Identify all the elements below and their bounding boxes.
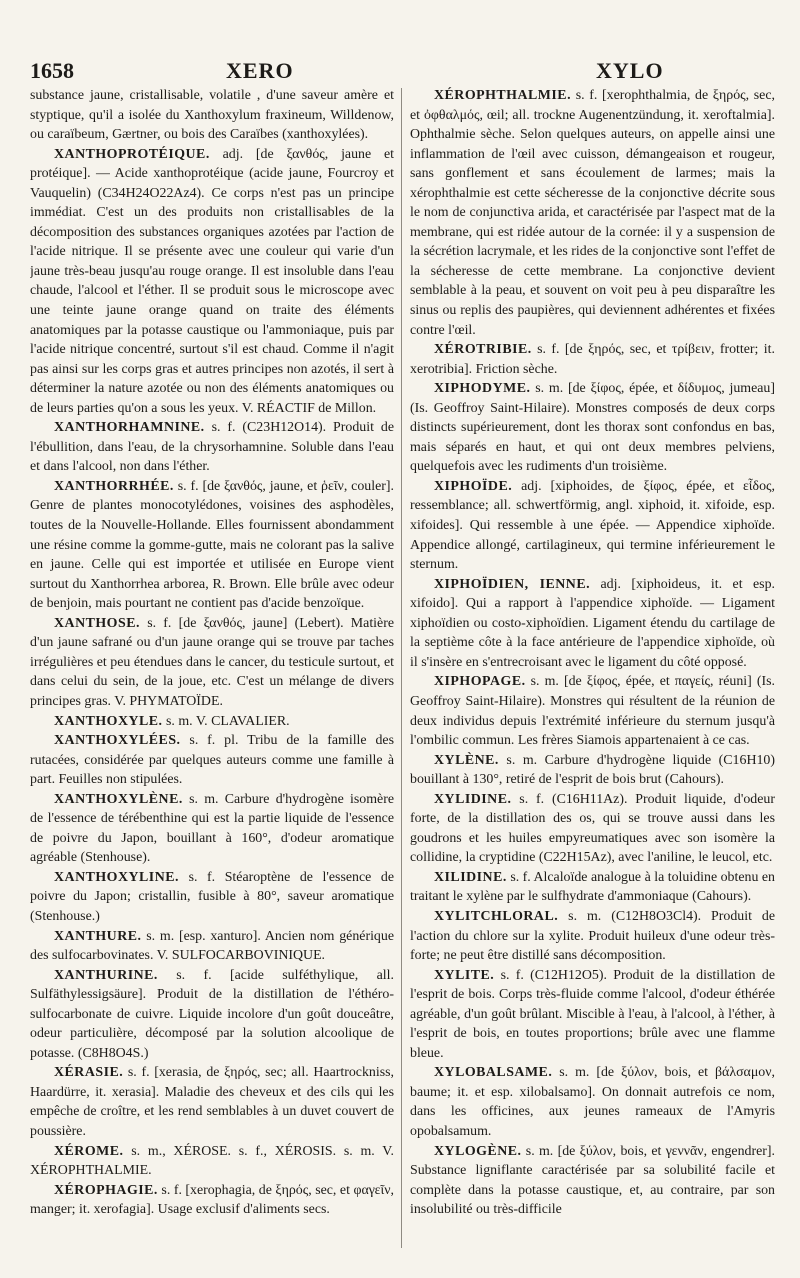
entry-text: s. f. [xerasia, de ξηρός, sec; all. Haartrockniss, Haardürre, it. xerasia]. Maladie des cheveux et des cils qui les empêche de croître, et les rend semblables à un duvet couvert de poussière. — [30, 1065, 394, 1139]
left-guide-word: XERO — [226, 58, 294, 83]
entry — [30, 731, 394, 790]
entry-headword: XIPHOÏDIEN, IENNE. — [434, 576, 591, 592]
entry-headword: XYLOBALSAME. — [434, 1065, 553, 1081]
entry — [30, 1063, 394, 1141]
entry — [410, 86, 775, 340]
entry — [30, 927, 394, 966]
entry-headword: XANTHURE. — [54, 928, 142, 944]
entry-headword: XYLOGÈNE. — [434, 1143, 522, 1159]
entry-headword: XANTHOXYLE. — [54, 713, 163, 729]
entry-text: adj. [xiphoideus, it. et esp. xifoido]. Qui a rapport à l'appendice xiphoïde. — Ligament xiphoïdien ou costo-xiphoïdien. Ligament étendu du cartilage de la septième côte à la face antérieure de l'appendice xiphoïde, où il s'insère en s'entrecroisant avec le ligament du côté opposé. — [410, 576, 775, 670]
entry-text: s. m. [de ξύλον, bois, et βάλσαμον, baume; it. et esp. xilobalsamo]. On donnait autrefois ce nom, dans les officines, aux jeunes rameaux de l'Amyris opobalsamum. — [410, 1065, 775, 1139]
entry — [410, 1063, 775, 1141]
entry — [30, 477, 394, 614]
entry-text: s. m. [de ξύλον, bois, et γεννᾶν, engendrer]. Substance ligniflante caractérisée par sa solubilité facile et complète dans la potasse caustique, et, au contraire, par son insolubilité ou très-difficile — [410, 1143, 775, 1218]
entry-headword: XANTHOXYLINE. — [54, 869, 179, 885]
entry-text: s. f. (C16H11Az). Produit liquide, d'odeur forte, de la distillation des os, qui se trouve aussi dans les goudrons et les huiles empyreumatiques avec son isomère la collidine, la cryptidine (C22H15Az), avec l'aniline, le leucol, etc. — [410, 791, 775, 866]
entry-text: s. f. [de ξανθός, jaune, et ῥεῖν, couler]. Genre de plantes monocotylédones, voisines des asphodèles, toutes de la Nouvelle-Hollande. Elles fournissent abondamment une résine comme la gomme-gutte, mais ne colorant pas la salive en jaune. Celle qui est importée et utilisée en Europe vient surtout du Xanthorrhea arborea, R. Brown. Elle brûle avec odeur de benjoin, mais pourtant ne contient pas d'acide benzoïque. — [30, 478, 394, 612]
entry-text: s. f. (C23H12O14). Produit de l'ébullition, dans l'eau, de la chrysorhamnine. Soluble dans l'eau et dans l'alcool, non dans l'éther. — [30, 420, 394, 475]
entry-headword: XÉROPHAGIE. — [54, 1182, 158, 1198]
entry — [30, 790, 394, 868]
entry-text: s. f. Alcaloïde analogue à la toluidine obtenu en traitant le xylène par le sulfhydrate d'ammoniaque (Cahours). — [410, 869, 775, 905]
entry-headword: XANTHOXYLÈNE. — [54, 791, 183, 807]
entry — [30, 86, 394, 145]
entry-headword: XYLIDINE. — [434, 791, 512, 807]
right-column — [410, 86, 775, 1264]
entry-text: s. m. [esp. xanturo]. Ancien nom générique des sulfocarbovinates. V. SULFOCARBOVINIQUE. — [30, 928, 394, 964]
column-divider — [401, 88, 402, 1248]
entry — [30, 614, 394, 712]
entry-text: s. m. (C12H8O3Cl4). Produit de l'action du chlore sur la xylite. Produit huileux d'une odeur très-forte; ne peut être distillé sans décomposition. — [410, 908, 775, 964]
entry — [30, 868, 394, 927]
entry-text: s. m. Carbure d'hydrogène isomère de l'essence de térébenthine qui est la partie liquide de l'essence de poivre du Japon, bouillant à 160°, d'odeur aromatique agréable (Stenhouse). — [30, 791, 394, 866]
entry-headword: XÉROPHTHALMIE. — [434, 88, 572, 103]
entry-text: s. f. [de ξηρός, sec, et τρίβειν, frotter; it. xerotribia]. Friction sèche. — [410, 342, 775, 377]
entry — [30, 712, 394, 732]
entry-text: s. f. [acide sulféthylique, all. Sulfäthylessigsäure]. Produit de la distillation de l'éthéro-sulfocarbonate de cuivre. Liquide incolore d'un goût douceâtre, odeur particulière, décomposé par la solution alcoolique de potasse. (C8H8O4S.) — [30, 967, 394, 1061]
entry — [30, 966, 394, 1064]
entry-text: s. f. pl. Tribu de la famille des rutacées, considérée par quelques auteurs comme une famille à part. Feuilles non stipulées. — [30, 733, 394, 788]
entry-headword: XIPHODYME. — [434, 381, 531, 397]
entry-text: s. m., XÉROSE. s. f., XÉROSIS. s. m. V. XÉROPHTHALMIE. — [30, 1143, 394, 1179]
entry-headword: XYLÈNE. — [434, 752, 499, 768]
entry-text: s. f. [xerophagia, de ξηρός, sec, et φαγεῖν, manger; it. xerofagia]. Usage exclusif d'aliments secs. — [30, 1182, 394, 1218]
entry-text: s. f. [xerophthalmia, de ξηρός, sec, et ὀφθαλμός, œil; all. trockne Augenentzündung, it. xeroftalmia]. Ophthalmie sèche. Selon quelques auteurs, on appelle ainsi une inflammation de l'œil avec cuisson, démangeaison et rougeur, sans gonflement et sans écoulement de larmes; mais la xérophthalmie est cette sécheresse de la conjonctive décrite sous le nom de conjunctiva arida, et caractérisée par l'aspect mat de la membrane, qui est ridée autour de la cornée: il y a suspension de la sécrétion lacrymale, et les rides de la conjonctive sont l'effet de la sécheresse de cette membrane. La conjonctive devient semblable à la peau, et souvent on voit peu à peu disparaître les sinus ou replis des paupières, qui deviennent adhérentes et fixées contre l'œil. — [410, 88, 775, 338]
entry — [410, 790, 775, 868]
entry-text: substance jaune, cristallisable, volatile , d'une saveur amère et styptique, qu'il a isolée du Xanthoxylum fraxineum, Willdenow, ou caraïbeum, Gærtner, ou bois des Caraïbes (xanthoxylées). — [30, 88, 394, 143]
running-header — [30, 58, 768, 84]
entry — [410, 751, 775, 790]
entry-text: s. m. Carbure d'hydrogène liquide (C16H10) bouillant à 130°, retiré de l'esprit de bois brut (Cahours). — [410, 752, 775, 788]
entry-headword: XANTHOPROTÉIQUE. — [54, 146, 210, 162]
right-guide-word: XYLO — [596, 58, 664, 83]
entry — [30, 1181, 394, 1220]
entry-headword: XANTHOSE. — [54, 615, 140, 631]
entry-text: adj. [xiphoides, de ξίφος, épée, et εἶδος, ressemblance; all. schwertförmig, angl. xiphoid, it. xifoide, esp. xifoides]. Qui ressemble à une épée. — Appendice xiphoïde. Appendice allongé, cartilagineux, qui termine inférieurement le sternum. — [410, 478, 775, 573]
entry-headword: XANTHORRHÉE. — [54, 478, 174, 494]
entry-text: s. f. (C12H12O5). Produit de la distillation de l'esprit de bois. Corps très-fluide comme l'alcool, d'odeur éthérée agréable, d'un goût brûlant. Miscible à l'eau, à l'alcool, à l'éther, à l'esprit de bois, en toutes proportions; brûle avec une flamme bleue. — [410, 967, 775, 1061]
entry — [410, 868, 775, 907]
entry-headword: XANTHORHAMNINE. — [54, 420, 205, 436]
entry-text: s. f. [de ξανθός, jaune] (Lebert). Matière d'un jaune safrané ou d'un jaune orange qui se trouve par taches irrégulières et peu étendues dans le cancer, du testicule surtout, et dans celui du sein, de la joue, etc. C'est un mélange de divers principes gras. V. PHYMATOÏDE. — [30, 615, 394, 709]
entry-headword: XIPHOÏDE. — [434, 478, 513, 494]
entry-headword: XILIDINE. — [434, 869, 507, 885]
entry — [410, 340, 775, 379]
entry-headword: XANTHOXYLÉES. — [54, 733, 181, 749]
entry — [30, 145, 394, 419]
entry-text: adj. [de ξανθός, jaune et protéique]. — Acide xanthoprotéique (acide jaune, Fourcroy et Vauquelin) (C34H24O22Az4). Ce corps n'est pas un principe immédiat. C'est un des produits non cristallisables de la décomposition des substances organiques azotées par l'action de l'acide nitrique. Il se présente avec une couleur qui varie d'un jaune très-beau jusqu'au rouge orange. Il est insoluble dans l'eau chaude, l'alcool et l'éther. Il se produit sous le microscope avec une teinte jaune orange quand on traite des éléments anatomiques par la potasse caustique ou l'ammoniaque, puis par l'acide nitrique concentré, surtout s'il est chaud. Comme il n'agit pas ainsi sur les corps gras et autres principes non azotés, il sert à déterminer la nature azotée ou non des éléments anatomiques ou de leurs parties qu'on a sous les yeux. V. RÉACTIF de Millon. — [30, 146, 394, 416]
entry — [410, 1142, 775, 1220]
entry-text: s. m. V. CLAVALIER. — [166, 713, 290, 729]
entry-text: s. f. Stéaroptène de l'essence de poivre du Japon; cristallin, fusible à 80°, saveur aromatique (Stenhouse.) — [30, 869, 394, 924]
entry-headword: XÉROME. — [54, 1143, 124, 1159]
entry-headword: XANTHURINE. — [54, 967, 158, 983]
entry-headword: XYLITCHLORAL. — [434, 908, 559, 924]
entry — [30, 418, 394, 477]
entry — [410, 379, 775, 477]
page-number: 1658 — [30, 58, 74, 83]
left-column — [30, 86, 394, 1264]
entry — [30, 1142, 394, 1181]
entry — [410, 575, 775, 673]
entry-text: s. m. [de ξίφος, épée, et δίδυμος, jumeau] (Is. Geoffroy Saint-Hilaire). Monstres composés de deux corps distincts supérieurement, dont les thorax sont confondus en bas, mais séparés en haut, et qui ont deux membres pelviens, quelquefois avec les rudiments d'un troisième. — [410, 381, 775, 475]
entry-text: s. m. [de ξίφος, épée, et παγείς, réuni] (Is. Geoffroy Saint-Hilaire). Monstres qui résultent de la réunion de deux individus depuis l'extrémité inférieure du sternum jusqu'à l'ombilic commun. Les frères Siamois appartenaient à ce cas. — [410, 674, 775, 749]
entry — [410, 966, 775, 1064]
entry-headword: XIPHOPAGE. — [434, 674, 526, 690]
entry-headword: XYLITE. — [434, 967, 495, 983]
entry — [410, 477, 775, 575]
entry-headword: XÉROTRIBIE. — [434, 342, 532, 358]
entry — [410, 907, 775, 966]
entry-headword: XÉRASIE. — [54, 1065, 124, 1081]
entry — [410, 672, 775, 750]
